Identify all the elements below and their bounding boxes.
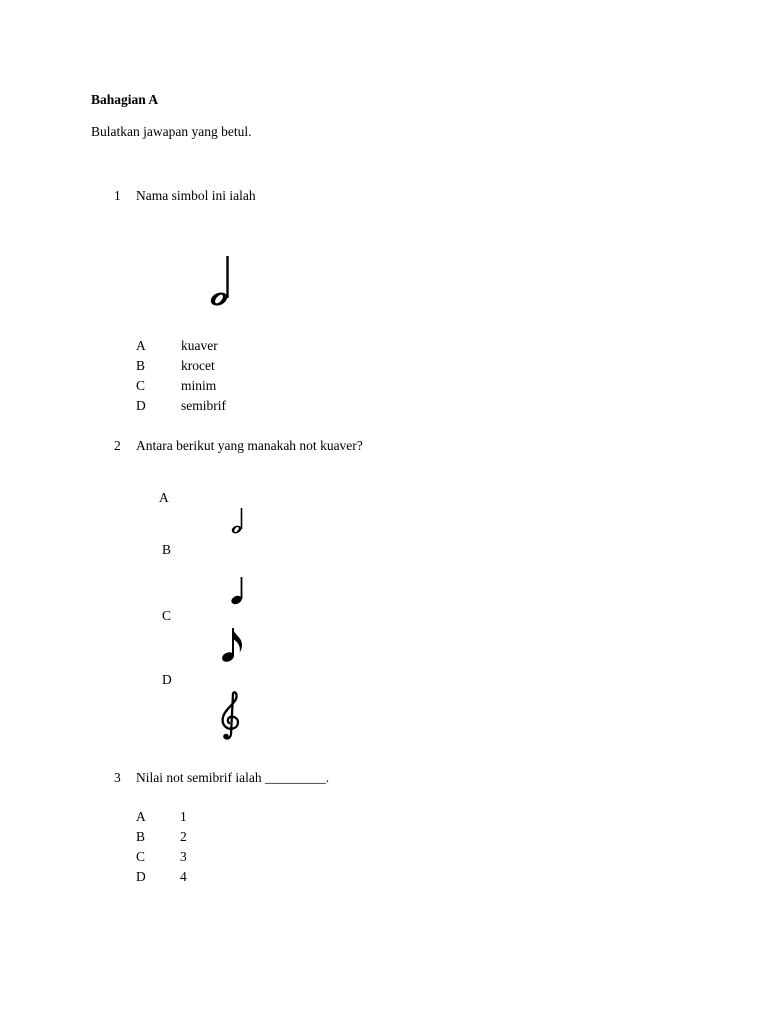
option-letter: D: [162, 672, 172, 687]
option-letter: A: [136, 809, 146, 824]
option-letter: A: [159, 490, 169, 505]
question-text: Nilai not semibrif ialah _________.: [136, 770, 330, 785]
option-text: 1: [180, 809, 187, 824]
option-letter: D: [136, 869, 146, 884]
half-note-icon: [206, 254, 232, 310]
option-letter: B: [136, 829, 146, 844]
section-title: Bahagian A: [91, 92, 159, 107]
option-letter: A: [136, 338, 146, 353]
instruction: Bulatkan jawapan yang betul.: [91, 124, 252, 139]
half-note-icon: [229, 507, 245, 535]
eighth-note-icon: [221, 627, 245, 665]
option-letter: B: [162, 542, 172, 557]
option-text: krocet: [181, 358, 215, 373]
question-number: 3: [114, 770, 121, 785]
option-text: 3: [180, 849, 187, 864]
option-text: minim: [181, 378, 217, 393]
option-text: 4: [180, 869, 187, 884]
option-letter: C: [136, 849, 146, 864]
question-number: 2: [114, 438, 121, 453]
question-number: 1: [114, 188, 121, 203]
option-letter: B: [136, 358, 146, 373]
option-letter: D: [136, 398, 146, 413]
option-letter: C: [162, 608, 172, 623]
question-text: Nama simbol ini ialah: [136, 188, 256, 203]
option-letter: C: [136, 378, 146, 393]
option-text: kuaver: [181, 338, 218, 353]
option-text: 2: [180, 829, 187, 844]
quarter-note-icon: [229, 576, 245, 606]
question-text: Antara berikut yang manakah not kuaver?: [136, 438, 363, 453]
treble-clef-icon: [217, 690, 245, 742]
option-text: semibrif: [181, 398, 226, 413]
